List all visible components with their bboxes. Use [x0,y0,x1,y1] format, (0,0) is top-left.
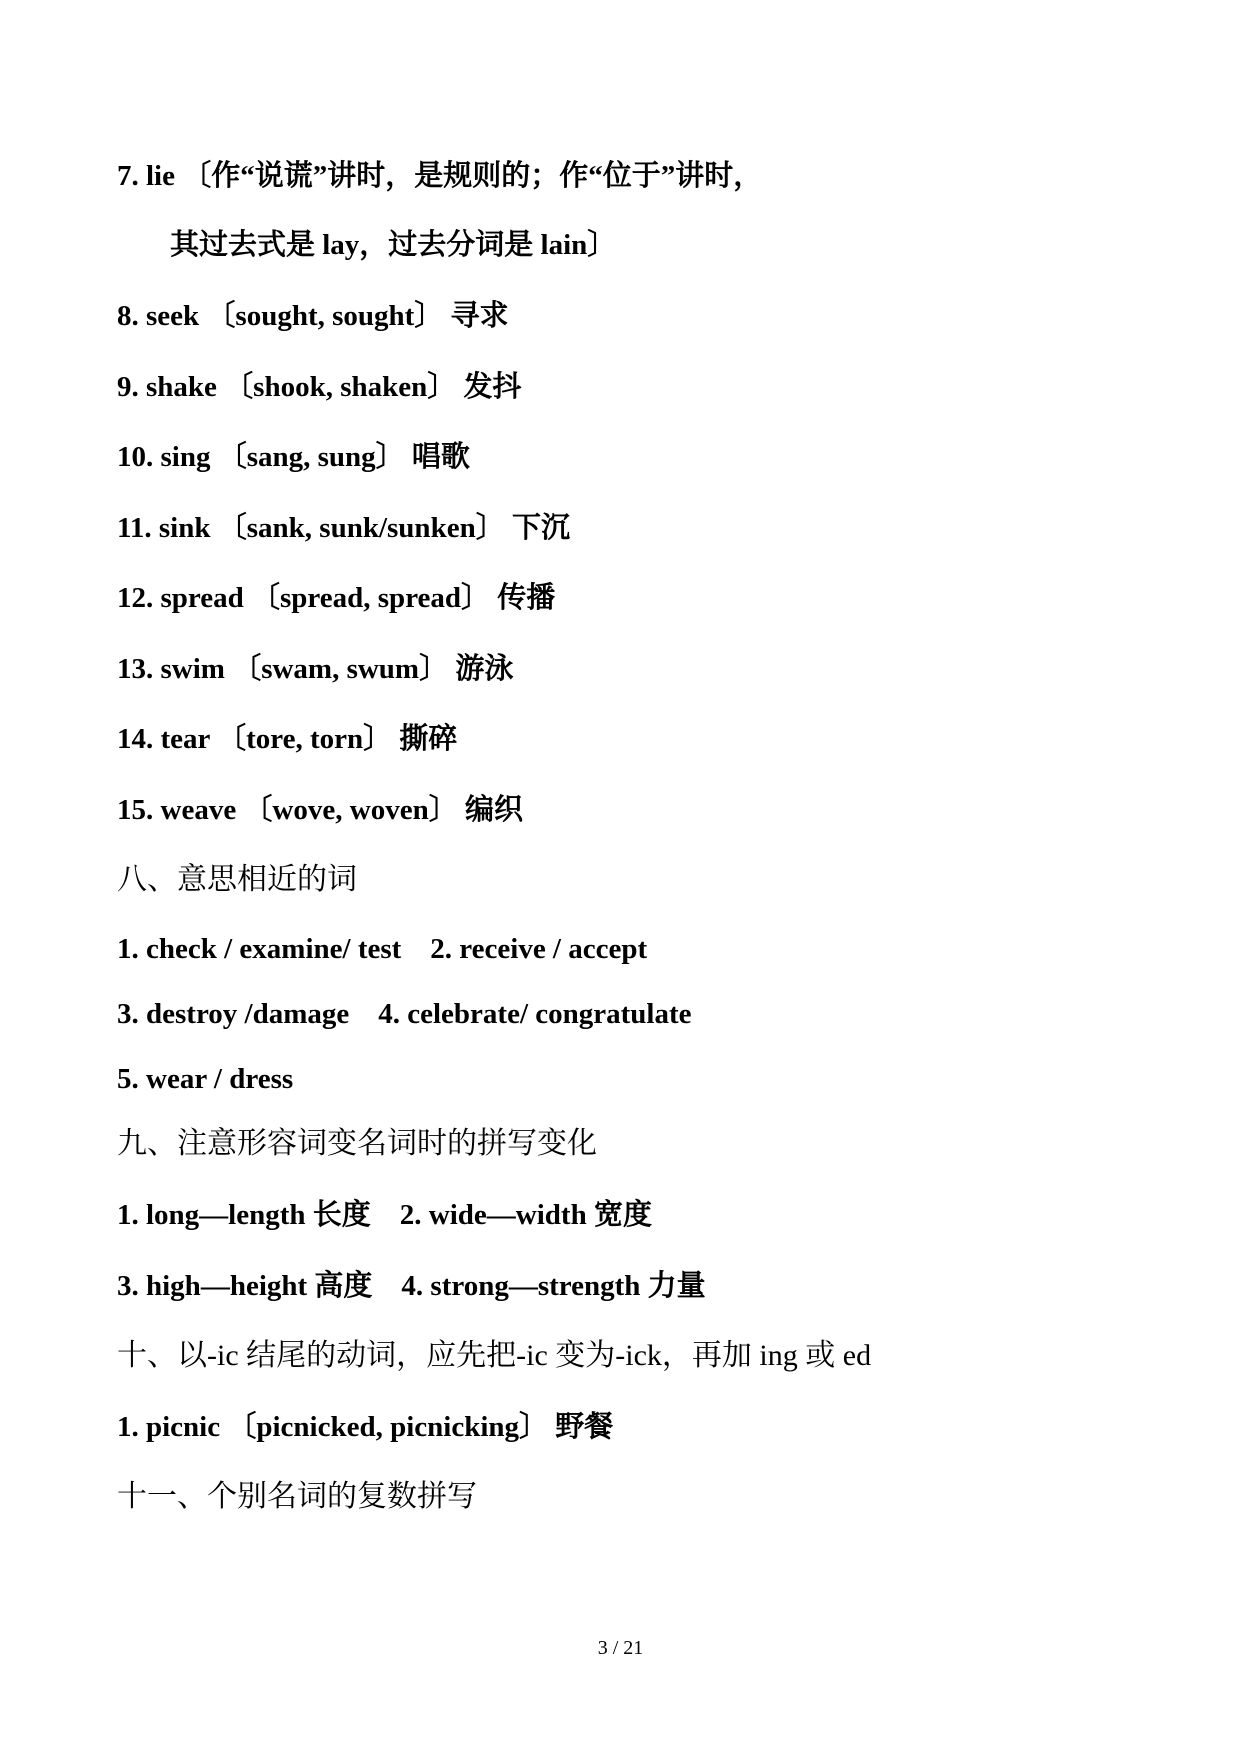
verb-item-picnic: 1. picnic 〔picnicked, picnicking〕 野餐 [117,1411,614,1443]
verb-item-sing: 10. sing 〔sang, sung〕 唱歌 [117,441,470,473]
verb-item-seek: 8. seek 〔sought, sought〕 寻求 [117,300,509,332]
verb-item-swim: 13. swim 〔swam, swum〕 游泳 [117,653,514,685]
verb-item-lie-continued: 其过去式是 lay，过去分词是 lain〕 [170,229,617,261]
verb-item-lie: 7. lie 〔作“说谎”讲时，是规则的；作“位于”讲时， [117,160,763,192]
verb-item-tear: 14. tear 〔tore, torn〕 撕碎 [117,723,458,755]
synonym-line-2: 3. destroy /damage 4. celebrate/ congratulate [117,998,692,1030]
section-heading-8: 八、意思相近的词 [117,863,357,896]
section-heading-10: 十、以-ic 结尾的动词，应先把-ic 变为-ick，再加 ing 或 ed [117,1339,872,1372]
page-number: 3 / 21 [597,1637,644,1659]
synonym-line-1: 1. check / examine/ test 2. receive / accept [117,933,648,965]
verb-item-weave: 15. weave 〔wove, woven〕 编织 [117,794,523,826]
adjective-noun-line-2: 3. high—height 高度 4. strong—strength 力量 [117,1270,706,1302]
verb-item-spread: 12. spread 〔spread, spread〕 传播 [117,582,556,614]
section-heading-9: 九、注意形容词变名词时的拼写变化 [117,1127,597,1160]
section-heading-11: 十一、个别名词的复数拼写 [117,1480,477,1513]
synonym-line-3: 5. wear / dress [117,1063,294,1095]
adjective-noun-line-1: 1. long—length 长度 2. wide—width 宽度 [117,1199,652,1231]
verb-item-sink: 11. sink 〔sank, sunk/sunken〕 下沉 [117,512,570,544]
verb-item-shake: 9. shake 〔shook, shaken〕 发抖 [117,371,522,403]
